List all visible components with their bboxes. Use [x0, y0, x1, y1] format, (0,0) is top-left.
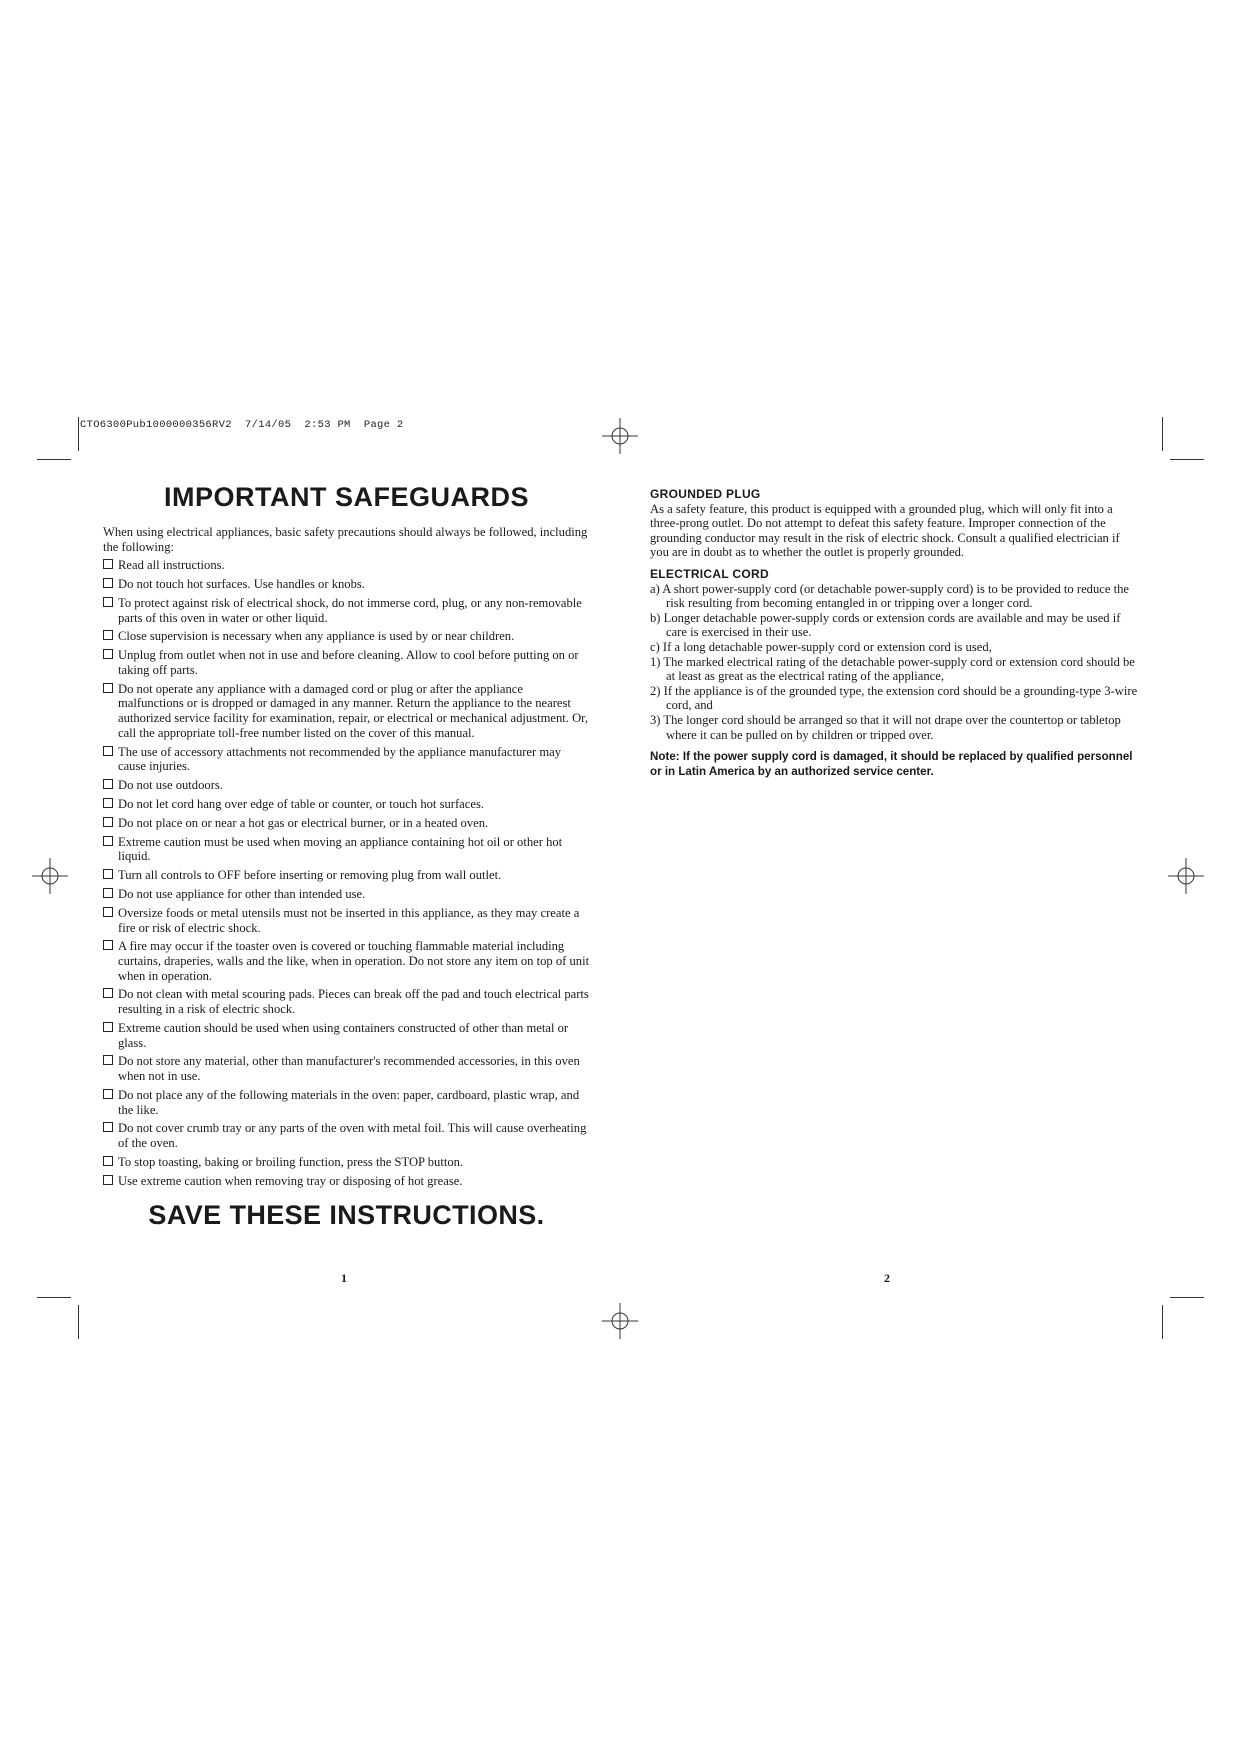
crop-mark: [78, 417, 79, 451]
safeguard-item: [103, 778, 590, 793]
safeguard-item: [103, 648, 590, 677]
safeguard-item: [103, 558, 590, 573]
checkbox-square-icon: [103, 988, 113, 998]
checkbox-square-icon: [103, 798, 113, 808]
safeguard-item: [103, 797, 590, 812]
safeguard-item: [103, 868, 590, 883]
safeguard-text: Unplug from outlet when not in use and before cleaning. Allow to cool before putting on or taking off parts.: [118, 648, 579, 677]
page-number-right: 2: [884, 1271, 890, 1285]
safeguard-text: Do not touch hot surfaces. Use handles or knobs.: [118, 577, 365, 592]
safeguard-text: Do not cover crumb tray or any parts of the oven with metal foil. This will cause overheating of the oven.: [118, 1121, 587, 1151]
safeguard-text: A fire may occur if the toaster oven is covered or touching flammable material including curtains, draperies, walls and the like, when in operation. Do not store any item on top of unit when in operation.: [118, 939, 590, 983]
safeguard-text: Do not place any of the following materials in the oven: paper, cardboard, plastic wrap, and the like.: [118, 1087, 580, 1117]
checkbox-square-icon: [103, 649, 113, 659]
safeguard-item: [103, 629, 590, 644]
cord-item: 1) The marked electrical rating of the detachable power-supply cord or extension cord should be at least as great as the electrical rating of the appliance,: [650, 654, 1135, 684]
checkbox-square-icon: [103, 1122, 113, 1132]
safeguard-text: Do not store any material, other than manufacturer's recommended accessories, in this oven when not in use.: [118, 1054, 580, 1084]
safeguard-item: [103, 939, 590, 983]
safeguard-text: Do not operate any appliance with a damaged cord or plug or after the appliance malfunctions or is dropped or damaged in any manner. Return the appliance to the nearest authorized service facility for examination, repair, or electrical or mechanical adjustment. Or, call the appropriate toll-free number listed on the cover of this manual.: [118, 681, 588, 740]
cord-list: [650, 582, 1140, 743]
cord-item: c) If a long detachable power-supply cord or extension cord is used,: [650, 639, 992, 654]
safeguard-item: [103, 1174, 590, 1189]
registration-mark-icon: [1168, 858, 1204, 894]
checkbox-square-icon: [103, 836, 113, 846]
cord-item: b) Longer detachable power-supply cords or extension cords are available and may be used if care is exercised in their use.: [650, 610, 1121, 640]
safeguard-text: Read all instructions.: [118, 558, 225, 573]
crop-mark: [1170, 459, 1204, 460]
checkbox-square-icon: [103, 907, 113, 917]
checkbox-square-icon: [103, 779, 113, 789]
safeguard-item: [103, 987, 590, 1016]
crop-mark: [78, 1305, 79, 1339]
cord-item: a) A short power-supply cord (or detachable power-supply cord) is to be provided to reduce the risk resulting from becoming entangled in or tripping over a longer cord.: [650, 581, 1129, 611]
right-page: [650, 487, 1140, 779]
safeguard-item: [103, 906, 590, 935]
checkbox-square-icon: [103, 1175, 113, 1185]
cord-item: 2) If the appliance is of the grounded type, the extension cord should be a grounding-type 3-wire cord, and: [650, 683, 1138, 713]
checkbox-square-icon: [103, 746, 113, 756]
checkbox-square-icon: [103, 1089, 113, 1099]
safeguard-text: Extreme caution should be used when using containers constructed of other than metal or glass.: [118, 1020, 569, 1050]
checkbox-square-icon: [103, 1055, 113, 1065]
safeguard-text: Do not let cord hang over edge of table or counter, or touch hot surfaces.: [118, 796, 484, 811]
safeguard-text: Close supervision is necessary when any appliance is used by or near children.: [118, 629, 515, 644]
left-page: [103, 482, 590, 1231]
crop-mark: [37, 1297, 71, 1298]
safeguard-item: [103, 577, 590, 592]
safeguard-item: [103, 887, 590, 902]
safeguard-item: [103, 596, 590, 625]
safeguard-text: The use of accessory attachments not recommended by the appliance manufacturer may cause injuries.: [118, 744, 562, 774]
safeguard-item: [103, 816, 590, 831]
safeguard-item: [103, 1021, 590, 1050]
checkbox-square-icon: [103, 869, 113, 879]
crop-mark: [1162, 417, 1163, 451]
safeguard-list: [103, 558, 590, 1188]
safeguard-text: Do not clean with metal scouring pads. Pieces can break off the pad and touch electrical parts resulting in a risk of electric shock.: [118, 987, 589, 1017]
safeguard-text: Use extreme caution when removing tray or disposing of hot grease.: [118, 1173, 463, 1188]
grounded-plug-text: As a safety feature, this product is equipped with a grounded plug, which will only fit into a three-prong outlet. Do not attempt to defeat this safety feature. Improper connection of the grounding conductor may result in the risk of electric shock. Consult a qualified electrician if you are in doubt as to whether the outlet is properly grounded.: [650, 501, 1120, 560]
checkbox-square-icon: [103, 1022, 113, 1032]
safeguard-item: [103, 835, 590, 864]
checkbox-square-icon: [103, 888, 113, 898]
safeguard-text: Do not use appliance for other than intended use.: [118, 887, 366, 902]
registration-mark-icon: [602, 1303, 638, 1339]
intro-text: When using electrical appliances, basic safety precautions should always be followed, including the following:: [103, 525, 588, 554]
registration-mark-icon: [32, 858, 68, 894]
safeguard-text: To protect against risk of electrical shock, do not immerse cord, plug, or any non-removable parts of this oven in water or other liquid.: [118, 595, 582, 625]
safeguard-text: To stop toasting, baking or broiling function, press the STOP button.: [118, 1154, 464, 1169]
page-number-left: 1: [341, 1271, 347, 1285]
crop-mark: [37, 459, 71, 460]
checkbox-square-icon: [103, 1156, 113, 1166]
save-instructions-heading: SAVE THESE INSTRUCTIONS.: [148, 1200, 545, 1231]
checkbox-square-icon: [103, 683, 113, 693]
crop-mark: [1162, 1305, 1163, 1339]
safeguard-text: Do not use outdoors.: [118, 777, 223, 792]
safeguard-item: [103, 1155, 590, 1170]
checkbox-square-icon: [103, 940, 113, 950]
file-slug: CTO6300Pub1000000356RV2 7/14/05 2:53 PM Page 2: [80, 419, 404, 431]
checkbox-square-icon: [103, 630, 113, 640]
safeguard-text: Do not place on or near a hot gas or electrical burner, or in a heated oven.: [118, 815, 489, 830]
safeguard-item: [103, 682, 590, 740]
crop-mark: [1170, 1297, 1204, 1298]
safeguard-text: Oversize foods or metal utensils must not be inserted in this appliance, as they may create a fire or risk of electric shock.: [118, 905, 580, 935]
electrical-cord-heading: ELECTRICAL CORD: [650, 566, 769, 581]
safeguard-item: [103, 1054, 590, 1083]
safeguard-item: [103, 1121, 590, 1150]
checkbox-square-icon: [103, 597, 113, 607]
page-title: IMPORTANT SAFEGUARDS: [164, 482, 529, 512]
registration-mark-icon: [602, 418, 638, 454]
cord-item: 3) The longer cord should be arranged so that it will not drape over the countertop or tabletop where it can be pulled on by children or tripped over.: [650, 712, 1121, 742]
checkbox-square-icon: [103, 578, 113, 588]
safeguard-item: [103, 1088, 590, 1117]
cord-note: Note: If the power supply cord is damaged, it should be replaced by qualified personnel or in Latin America by an authorized service center.: [650, 750, 1133, 778]
safeguard-item: [103, 745, 590, 774]
safeguard-text: Turn all controls to OFF before inserting or removing plug from wall outlet.: [118, 868, 502, 883]
checkbox-square-icon: [103, 817, 113, 827]
grounded-plug-heading: GROUNDED PLUG: [650, 487, 761, 501]
safeguard-text: Extreme caution must be used when moving an appliance containing hot oil or other hot liquid.: [118, 834, 563, 864]
checkbox-square-icon: [103, 559, 113, 569]
